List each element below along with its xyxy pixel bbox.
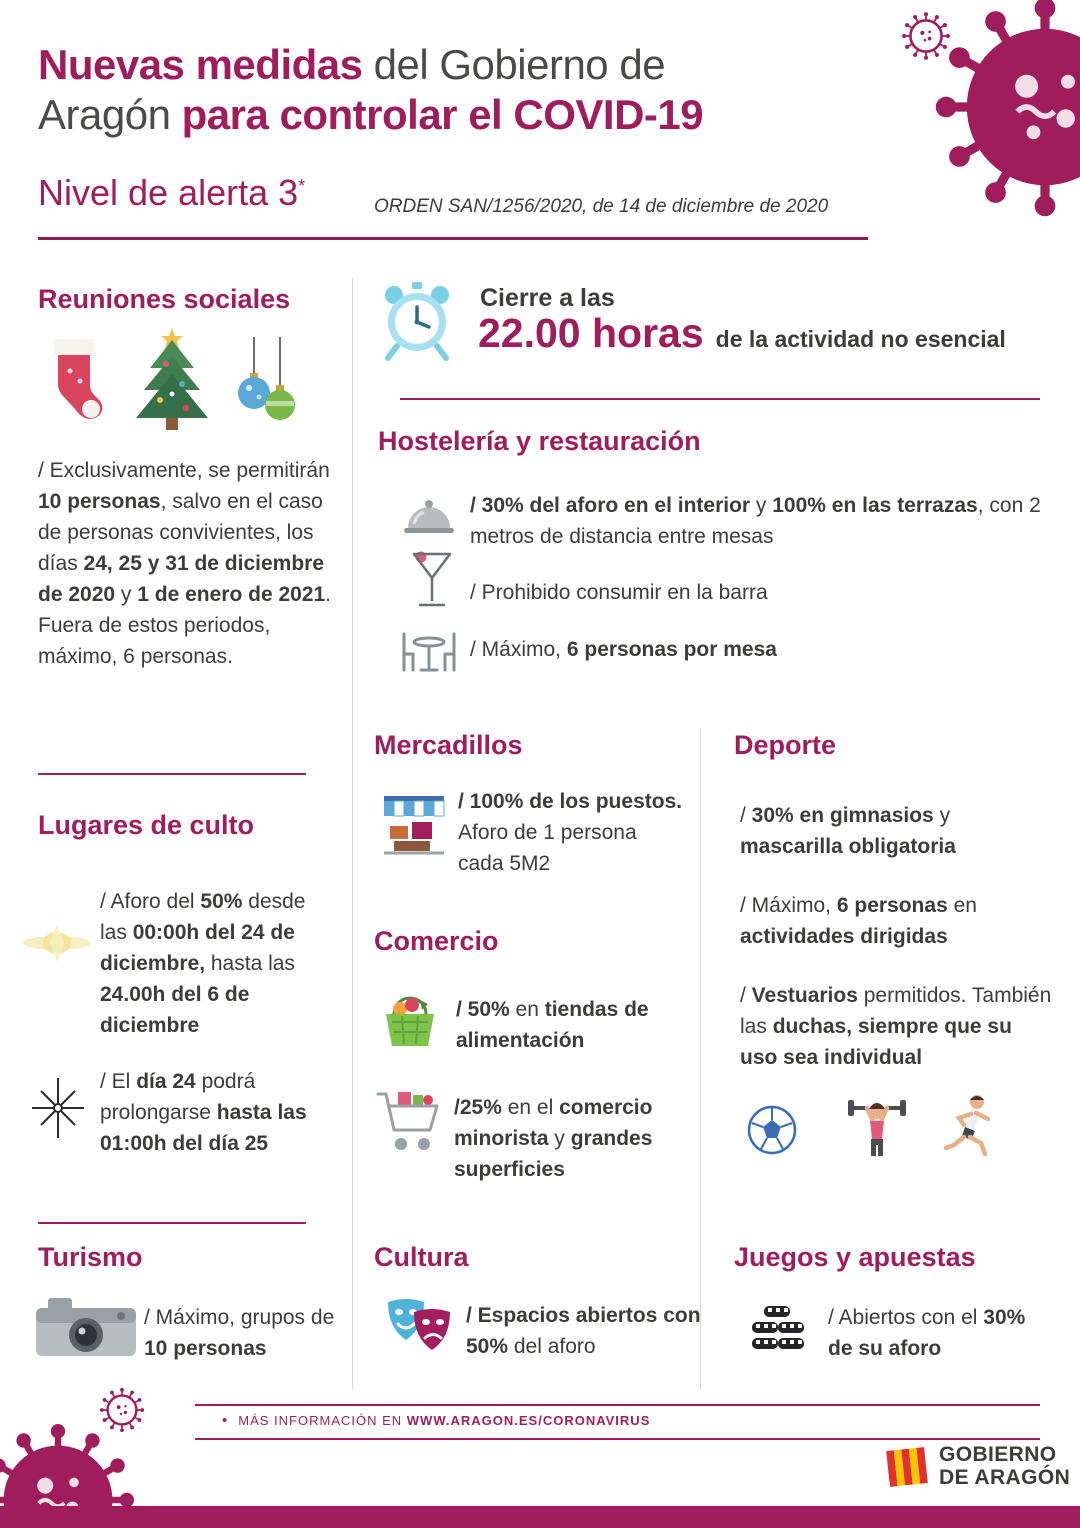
section-title-lugares: Lugares de culto xyxy=(38,810,255,840)
section-title-cultura: Cultura xyxy=(374,1242,469,1272)
footer-info-label: MÁS INFORMACIÓN EN xyxy=(238,1413,407,1428)
logo-line-2: DE ARAGÓN xyxy=(939,1465,1071,1489)
baubles-icon xyxy=(232,335,298,427)
section-title-turismo: Turismo xyxy=(38,1242,143,1272)
christmas-stocking-icon xyxy=(40,333,106,425)
juegos-text: / Abiertos con el 30% de su aforo xyxy=(828,1306,1026,1361)
title-highlight-1: Nuevas medidas xyxy=(38,41,363,88)
camera-icon xyxy=(34,1296,138,1360)
cierre-time-line xyxy=(478,310,1006,357)
deporte-item-2: / Máximo, 6 personas en actividades dirigidas xyxy=(740,894,977,949)
hosteleria-item-2: / Prohibido consumir en la barra xyxy=(470,581,768,604)
grocery-basket-icon xyxy=(378,988,442,1050)
candle-glow-icon xyxy=(20,920,94,966)
divider xyxy=(38,773,306,775)
cierre-time: 22.00 horas xyxy=(478,310,704,356)
virus-icon xyxy=(930,0,1080,222)
mercadillos-text: / 100% de los puestos. Aforo de 1 persona cada 5M2 xyxy=(458,790,683,876)
divider xyxy=(400,398,1040,400)
deporte-item-1: / 30% en gimnasios y mascarilla obligatoria xyxy=(740,804,956,859)
reuniones-text: / Exclusivamente, se permitirán 10 personas, salvo en el caso de personas convivientes, los días 24, 25 y 31 de diciembre de 2020 y 1 de enero de 2021. Fuera de estos periodos, máximo, 6 personas. xyxy=(38,459,332,669)
section-title-hosteleria: Hostelería y restauración xyxy=(378,426,701,456)
footer-divider-bottom xyxy=(195,1438,1040,1440)
logo-line-1: GOBIERNO xyxy=(939,1443,1057,1466)
alert-level: Nivel de alerta 3* xyxy=(38,172,306,213)
vertical-divider-right xyxy=(700,728,701,1390)
market-stall-icon xyxy=(382,792,446,856)
header-divider xyxy=(38,237,868,240)
title-regular-2: Aragón xyxy=(38,91,182,139)
page-title xyxy=(38,40,898,141)
hosteleria-item-3: / Máximo, 6 personas por mesa xyxy=(470,638,777,661)
aragon-flag-icon xyxy=(884,1445,930,1489)
section-title-juegos: Juegos y apuestas xyxy=(734,1242,976,1272)
section-title-comercio: Comercio xyxy=(374,926,499,956)
gobierno-aragon-logo xyxy=(884,1444,1070,1489)
cocktail-icon xyxy=(410,548,454,612)
lugares-item-2: / El día 24 podrá prolongarse hasta las 01:00h del día 25 xyxy=(100,1070,307,1156)
bullet-icon: • xyxy=(222,1412,229,1429)
title-regular-1: del Gobierno de xyxy=(362,41,666,88)
order-reference: ORDEN SAN/1256/2020, de 14 de diciembre de 2020 xyxy=(374,196,829,217)
comercio-item-2: /25% en el comercio minorista y grandes superficies xyxy=(454,1096,653,1182)
weightlifting-icon xyxy=(846,1092,908,1158)
comercio-item-1: / 50% en tiendas de alimentación xyxy=(456,998,649,1053)
bottom-bar xyxy=(0,1506,1080,1528)
theater-masks-icon xyxy=(382,1294,456,1358)
shopping-cart-icon xyxy=(374,1086,442,1160)
table-chairs-icon xyxy=(396,626,462,676)
cloche-icon xyxy=(400,492,458,542)
footer-divider-top xyxy=(195,1404,1040,1406)
cierre-label: Cierre a las xyxy=(480,284,615,312)
alarm-clock-icon xyxy=(378,280,456,362)
turismo-text: / Máximo, grupos de 10 personas xyxy=(144,1306,335,1361)
section-title-mercadillos: Mercadillos xyxy=(374,730,523,760)
title-highlight-2: para controlar el COVID-19 xyxy=(181,91,704,139)
footer-url: WWW.ARAGON.ES/CORONAVIRUS xyxy=(406,1413,651,1428)
star-icon xyxy=(28,1078,88,1138)
footer-info xyxy=(222,1412,650,1429)
section-title-deporte: Deporte xyxy=(734,730,837,760)
logo-text xyxy=(939,1444,1070,1489)
cierre-scope: de la actividad no esencial xyxy=(715,326,1006,352)
runner-icon xyxy=(938,1092,996,1158)
vertical-divider-left xyxy=(352,278,353,1390)
lugares-item-1: / Aforo del 50% desde las 00:00h del 24 de diciembre, hasta las 24.00h del 6 de diciembre xyxy=(100,890,306,1038)
section-title-reuniones: Reuniones sociales xyxy=(38,284,291,314)
alert-asterisk: * xyxy=(298,176,306,196)
poker-chips-icon xyxy=(748,1296,806,1354)
hosteleria-item-1: / 30% del aforo en el interior y 100% en las terrazas, con 2 metros de distancia entre mesas xyxy=(470,494,1041,549)
christmas-tree-icon xyxy=(128,326,216,430)
cultura-text: / Espacios abiertos con 50% del aforo xyxy=(466,1304,701,1359)
soccer-ball-icon xyxy=(746,1104,798,1156)
divider xyxy=(38,1222,306,1224)
deporte-item-3: / Vestuarios permitidos. También las duchas, siempre que su uso sea individual xyxy=(740,984,1052,1070)
